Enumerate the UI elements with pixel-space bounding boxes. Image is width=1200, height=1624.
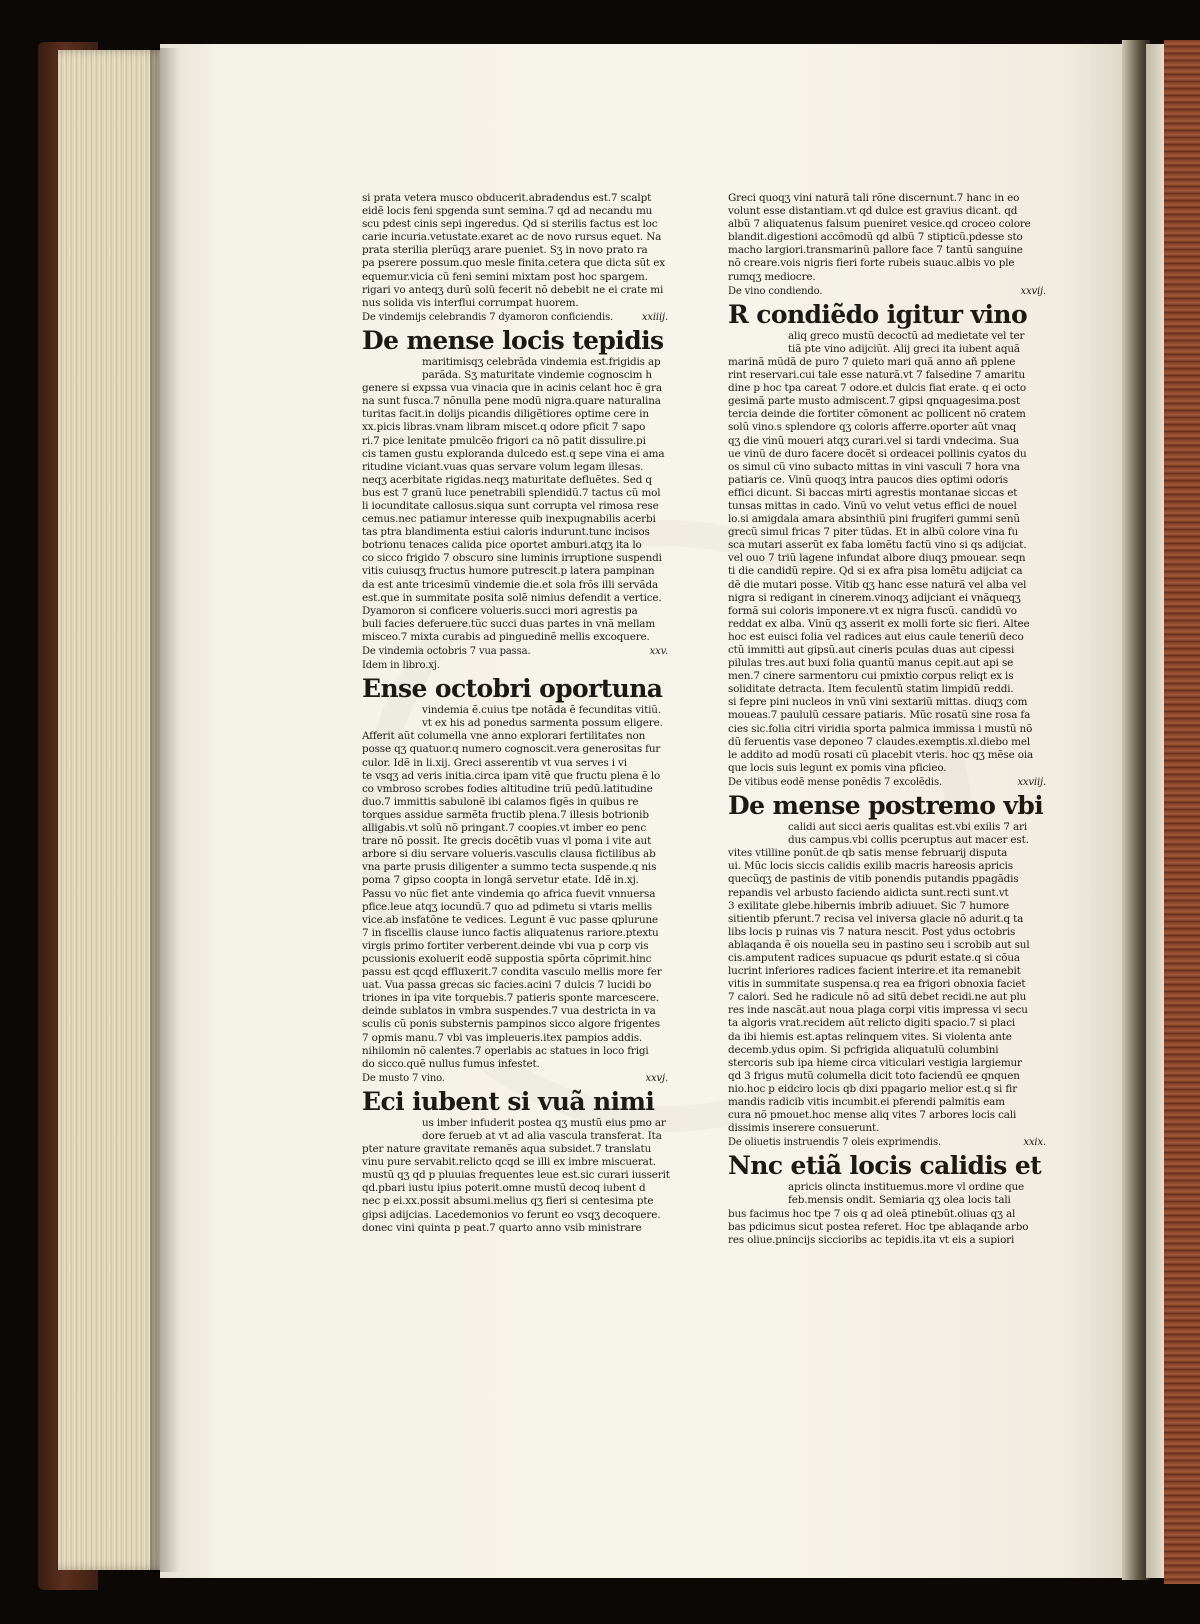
book-cover-right (1164, 40, 1200, 1584)
text-line: pilulas tres.aut buxi folia quantũ manus cepit.aut api se (728, 657, 1014, 670)
text-line: misceo.7 mixta curabis ad pinguedinẽ mellis excoquere. (362, 630, 650, 643)
text-paragraph (362, 192, 682, 310)
text-line: virgis primo fortiter verberent.deinde vbi vua p corp vis (362, 939, 649, 952)
text-line: da ibi hiemis est.aptas relinquem vites. Si violenta ante (728, 1030, 1012, 1043)
text-line: passu est qcqd effluxerit.7 condita vasculo mellis more fer (362, 966, 662, 979)
text-line: si prata vetera musco obducerit.abradendus est.7 scalpt (362, 192, 652, 204)
text-line: apricis olincta instituemus.more vl ordine que (788, 1181, 1025, 1194)
chapter-rubric (728, 776, 1060, 789)
text-line: torques assidue sarmẽta fructib plena.7 illesis botrionib (362, 808, 649, 821)
text-line: res inde nascãt.aut noua plaga corpi vitis impressa vi secu (728, 1004, 1028, 1017)
text-line: pa pserere possum.quo mesle finita.cetera que dicta sũt ex (362, 257, 665, 270)
text-line: nigra si redigant in cinerem.vinoqʒ adijciant ei vnãqueqʒ (728, 591, 1021, 604)
text-line: 7 opmis manu.7 vbi vas impleueris.itex pampios addis. (362, 1031, 643, 1044)
text-paragraph (362, 356, 682, 382)
text-line: vna parte prusis diligenter a summo tecta suspende.q nis (362, 861, 657, 874)
text-line: albũ 7 aliquatenus falsum pueniret vesice.qd croceo colore (728, 218, 1031, 231)
text-line: dine p hoc tpa careat 7 odore.et dulcis fiat erate. q ei octo (728, 382, 1027, 395)
text-line: grecũ simul fricas 7 piter tũdas. Et in albũ colore vina fu (728, 526, 1019, 539)
rubric-title: De vindemijs celebrandis 7 dyamoron conficiendis. (362, 311, 614, 323)
rubric-title: De vitibus eodẽ mense ponẽdis 7 excolẽdis. (728, 776, 942, 788)
text-line: os simul cũ vino subacto mittas in vini vasculi 7 hora vna (728, 460, 1020, 473)
text-line: na sunt fusca.7 nõnulla pene modũ nigra.quare naturalina (362, 395, 661, 408)
text-line: bas pdicimus sicut postea referet. Hoc tpe ablaqande arbo (728, 1220, 1029, 1233)
rubric-title: De oliuetis instruendis 7 oleis exprimendis. (728, 1137, 941, 1149)
text-line: dũ feruentis vase deponeo 7 claudes.exemptis.xl.diebo mel (728, 735, 1031, 748)
text-line: lo.si amigdala amara absinthiũ pini frugiferi gummi senũ (728, 513, 1020, 526)
text-line: hoc est euisci folia vel radices aut eius caule teneriũ deco (728, 630, 1024, 643)
text-line: cis.amputent radices supuacue qs pdurit estate.q si cõua (728, 951, 1020, 964)
text-line: vt ex his ad ponedus sarmenta possum eligere. (422, 717, 663, 730)
text-line: arbore si diu servare volueris.vasculis clausa fictilibus ab (362, 848, 656, 861)
text-line: nõ creare.vois nigris fieri forte rubeis suauc.albis vo ple (728, 257, 1015, 270)
text-line: dore ferueb at vt ad alia vascula transferat. Ita (422, 1130, 662, 1142)
text-line: te vsqʒ ad veris initia.circa ipam vitẽ que fructu plena ẽ lo (362, 769, 661, 782)
text-line: buli facies deferuere.tũc succi duas partes in vnã mellam (362, 617, 656, 630)
text-line: ri.7 pice lenitate pmulcẽo frigori ca nõ patit dissulire.pi (362, 434, 646, 447)
text-line: posse qʒ quatuor.q numero cognoscit.vera generositas fur (362, 743, 661, 756)
text-line: uat. Vua passa grecas sic facies.acini 7 dulcis 7 lucidi bo (362, 979, 652, 992)
chapter-heading: Eci iubent si vuã nimi (362, 1086, 655, 1116)
text-line: 7 calori. Sed he radicule nõ ad sitũ debet recidi.ne aut plu (728, 991, 1027, 1004)
rubric-title: De vindemia octobris 7 vua passa. (362, 646, 531, 657)
text-line: feb.mensis ondit. Semiaria qʒ olea locis tali (788, 1194, 1011, 1207)
text-line: carie incuria.vetustate.exaret ac de novo rursus equet. Na (362, 231, 662, 244)
text-line: equemur.vicia cũ feni semini mixtam post hoc spargem. (362, 270, 648, 283)
text-line: libs locis p ruinas vis 7 natura nescit. Post ydus octobris (728, 925, 1016, 938)
text-line: mustũ qʒ qd p pluuias frequentes leue est.sic curari iusserit (362, 1169, 670, 1182)
rubric-title: De musto 7 vino. (362, 1072, 445, 1084)
text-line: ti die candidũ repire. Qd si ex afra pisa lomẽtu adijciat ca (728, 565, 1023, 578)
text-line: qd.pbari iustu ipius poterit.omne mustũ decoq iubent d (362, 1182, 646, 1195)
text-line: mandis radicib vitis incumbit.ei pferendi palmitis eam (728, 1096, 1005, 1108)
text-line: vindemia ẽ.cuius tpe notãda ẽ fecunditas vitiũ. (422, 704, 661, 717)
text-line: neqʒ acerbitate rigidas.neqʒ maturitate defluẽtes. Sed q (362, 473, 652, 486)
text-line: rigari vo anteqʒ durũ solũ fecerit nõ debebit ne ei crate mi (362, 283, 664, 296)
rubric-title: Idem in libro.xj. (362, 660, 440, 672)
text-line: qd 3 frigus mutũ columella dicit toto faciendũ ee qnquen (728, 1069, 1020, 1082)
text-line: eidẽ locis feni spgenda sunt semina.7 qd ad necandu mu (362, 205, 653, 218)
text-line: vitis in summitate suspensa.q rea ea frigori obnoxia faciet (728, 978, 1026, 991)
text-line: tas ptra blandimenta estiui caloris indurunt.tunc incisos (362, 526, 650, 539)
text-line: culor. Idẽ in li.xij. Greci asserentib vt vua serves i vi (362, 756, 627, 769)
text-line: formã sui coloris imponere.vt ex nigra fuscũ. candidũ vo (728, 604, 1017, 617)
text-line: botrionu tenaces calida pice oportet amburi.atqʒ ita lo (362, 539, 642, 552)
text-line: est.que in summitate posita solẽ nimius defendit a vertice. (362, 591, 662, 604)
text-line: cies sic.folia citri viridia sporta palmica immissa i mustũ nõ (728, 722, 1033, 735)
text-line: prata sterilia plerũqʒ arare pueniet. Sʒ in novo prato ra (362, 244, 648, 257)
text-line: turitas facit.in dolijs picandis diligẽtiores optime cere in (362, 408, 649, 421)
text-paragraph (728, 847, 1060, 1135)
text-line: bus est 7 granũ luce penetrabili splendidũ.7 tactus cũ mol (362, 486, 661, 499)
rubric-title: De vino condiendo. (728, 285, 823, 297)
text-line: cemus.nec patiamur interesse quib inexpugnabilis acerbi (362, 513, 656, 526)
text-line: solũ vino.s splendore qʒ coloris afferre.oporter aũt vnaq (728, 421, 1017, 434)
text-line: pter nature gravitate remanẽs aqua subsidet.7 translatu (362, 1143, 652, 1156)
text-line: res oliue.pnincijs siccioribs ac tepidis.ita vt eis a supiori (728, 1233, 1015, 1246)
chapter-rubric (362, 1072, 682, 1085)
text-line: pfice.leue atqʒ iocundũ.7 quo ad pdimetu si vtaris mellis (362, 900, 652, 913)
text-line: blandit.digestioni accõmodũ qd albũ 7 stipticũ.pdesse sto (728, 231, 1023, 244)
text-line: vitis cuiusqʒ fructus humore putrescit.p latera pampinan (362, 565, 655, 578)
text-paragraph (728, 1181, 1060, 1207)
text-line: moueas.7 paululũ cessare patiaris. Mũc rosatũ sine rosa fa (728, 709, 1031, 722)
chapter-heading: R condiẽdo igitur vino (728, 299, 1028, 329)
text-line: donec vini quinta p peat.7 quarto anno vsib ministrare (362, 1221, 642, 1234)
text-line: quecũqʒ de pastinis de vitib ponendis putandis ppagãdis (728, 873, 1019, 886)
text-line: bus facimus hoc tpe 7 ois q ad oleã ptinebũt.oliuas qʒ al (728, 1207, 1016, 1220)
text-line: cura nõ pmouet.hoc mense aliq vites 7 arbores locis cali (728, 1109, 1017, 1122)
text-line: trare nõ possit. Ite grecis docẽtib vuas vl poma i vite aut (362, 835, 652, 848)
chapter-number: xxv. (649, 646, 668, 657)
chapter-heading: Ense octobri oportuna (362, 674, 663, 704)
text-line: rumqʒ mediocre. (728, 270, 816, 283)
text-line: volunt esse distantiam.vt qd dulce est gravius dicant. qd (728, 205, 1018, 218)
text-line: Afferit aũt columella vne anno explorari fertilitates non (362, 730, 646, 743)
chapter-heading: De mense locis tepidis (362, 325, 664, 355)
text-line: gipsi adijcias. Lacedemonios vo ferunt eo vsqʒ decoquere. (362, 1208, 661, 1221)
text-line: pcussionis exoluerit eodẽ suppostia spõrta cõprimit.hinc (362, 952, 652, 965)
text-paragraph (362, 704, 682, 730)
text-line: si fepre pini nucleos in vnũ vini sextariũ mittas. diuqʒ com (728, 696, 1028, 709)
text-line: calidi aut sicci aeris qualitas est.vbi exilis 7 ari (788, 821, 1028, 834)
text-line: reddat ex alba. Vinũ qʒ asserit ex molli forte sic fieri. Altee (728, 617, 1030, 630)
text-line: qʒ die vinũ moueri atqʒ curari.vel si tardi vndecima. Sua (728, 434, 1019, 447)
chapter-rubric (362, 659, 682, 672)
chapter-rubric (362, 645, 682, 658)
text-line: sculis cũ ponis substernis pampinos sicco algore frigentes (362, 1018, 660, 1031)
text-line: triones in ipa vite torquebis.7 patieris sponte marcescere. (362, 992, 660, 1005)
text-line: ritudine viciant.vuas quas servare volum legam illesas. (362, 460, 644, 473)
text-line: do sicco.quẽ nullus fumus infestet. (362, 1057, 540, 1070)
text-line: us imber infuderit postea qʒ mustũ eius pmo ar (422, 1116, 666, 1129)
text-column-right (728, 192, 1060, 1247)
text-line: nec p ei.xx.possit absumi.melius qʒ fieri si centesima pte (362, 1195, 654, 1208)
text-line: que locis suis legunt ex pomis vina pficieo. (728, 761, 947, 774)
text-line: patiaris ce. Vinũ quoqʒ intra paucos dies optimi odoris (728, 473, 1008, 486)
text-line: men.7 cinere sarmentoru cui pmixtio corpus reliqt ex is (728, 670, 1014, 683)
text-line: sca mutari asserũt ex faba lomẽtu factũ vino si qs adijciat. (728, 539, 1027, 552)
chapter-heading: Nnc etiã locis calidis et (728, 1151, 1042, 1181)
facing-page-edge (1146, 44, 1166, 1578)
text-paragraph (362, 730, 682, 1070)
text-line: dẽ die mutari posse. Vitib qʒ hanc esse naturã vel alba vel (728, 578, 1027, 591)
text-line: ta algoris vrat.recidem aũt relicto digiti spacio.7 si placi (728, 1017, 1016, 1030)
text-line: 3 exilitate glebe.hibernis imbrib adiuuet. Sic 7 humore (728, 899, 1009, 912)
chapter-heading: De mense postremo vbi (728, 791, 1044, 821)
text-line: maritimisqʒ celebrãda vindemia est.frigidis ap (422, 355, 661, 368)
text-line: marinã mũdã de puro 7 quieto mari quã anno añ pplene (728, 355, 1016, 368)
text-line: deinde sublatos in vmbra suspendes.7 vua destricta in va (362, 1005, 656, 1018)
text-line: nio.hoc p eidciro locis qb dixi ppagario melior est.q si fir (728, 1082, 1018, 1095)
text-paragraph (728, 192, 1060, 284)
text-line: rint reservari.cui tale esse naturã.vt 7 falsedine 7 amaritu (728, 369, 1025, 382)
chapter-rubric (728, 285, 1060, 298)
text-line: tercia deinde die fortiter cõmonent ac pollicent nõ cratem (728, 408, 1026, 421)
text-line: xx.picis libras.vnam libram miscet.q odore pficit 7 sapo (362, 421, 646, 434)
text-line: aliq greco mustũ decoctũ ad medietate vel ter (788, 329, 1025, 342)
text-line: ue vinũ de duro facere docẽt si ordeacei pollinis cyatos du (728, 447, 1027, 460)
text-line: Greci quoqʒ vini naturã tali rõne discernunt.7 hanc in eo (728, 192, 1020, 204)
text-line: Passu vo nũc fiet ante vindemia qo africa fuevit vnnuersa (362, 887, 656, 900)
text-line: vinu pure servabit.relicto qcqd se illi ex imbre miscuerat. (362, 1156, 656, 1169)
text-line: co vmbroso scrobes fodies altitudine triũ pedũ.latitudine (362, 782, 653, 795)
page-shadow (150, 48, 180, 1572)
chapter-rubric (728, 1136, 1060, 1149)
text-line: vites vtilline ponũt.de qb satis mense februarij disputa (728, 847, 1008, 860)
chapter-number: xxvij. (1020, 285, 1046, 297)
text-line: le addito ad modũ rosati cũ placebit vteris. hoc qʒ mẽse oia (728, 748, 1034, 761)
text-line: vel ouo 7 triũ lagene infundat albore diuqʒ pmouear. seqn (728, 552, 1026, 565)
text-line: vice.ab insfatõne te vedices. Legunt ẽ vuc passe qplurune (362, 913, 659, 926)
text-line: co sicco frigido 7 obscuro sine luminis irruptione suspendi (362, 552, 662, 565)
text-line: ablaqanda ẽ ois nouella seu in pastino seu i scrobib aut sul (728, 938, 1030, 951)
text-column-left (362, 192, 682, 1235)
text-line: tiã pte vino adijciũt. Alij greci ita iubent aquã (788, 342, 1020, 355)
text-line: duo.7 immittis sabulonẽ ibi calamos figẽs in quibus re (362, 795, 639, 808)
text-line: tunsas mittas in cado. Vinũ vo velut vetus effici de nouel (728, 499, 1017, 512)
text-paragraph (728, 330, 1060, 356)
text-line: lucrint inferiores radices facient interire.et ita remanebit (728, 965, 1021, 978)
text-paragraph (728, 1208, 1060, 1247)
text-line: ui. Mũc locis siccis calidis exilib macris hareosis apricis (728, 860, 1013, 873)
text-line: dus campus.vbi collis pceruptus aut macer est. (788, 834, 1029, 847)
text-paragraph (728, 821, 1060, 847)
text-line: stercoris sub ipa hieme circa viticulari vestigia largiemur (728, 1056, 1022, 1069)
text-line: 7 in fiscellis clause iunco factis aliquatenus rariore.ptextu (362, 926, 659, 939)
text-line: scu pdest cinis sepi ingeredus. Qd si sterilis factus est loc (362, 218, 658, 231)
text-line: ctũ immitti aut gipsũ.aut cineris pculas duas aut cipessi (728, 644, 1015, 656)
text-line: macho largiori.transmarinũ pallore face 7 tantũ sanguine (728, 244, 1023, 257)
text-line: decemb.ydus opim. Si pcfrigida aliquatulũ columbini (728, 1043, 999, 1056)
text-line: repandis vel arbusto faciendo aidicta sunt.recti sunt.vt (728, 886, 1009, 899)
chapter-number: xxiiij. (641, 311, 668, 323)
text-line: parãda. Sʒ maturitate vindemie cognoscim h (422, 369, 652, 382)
text-paragraph (362, 382, 682, 644)
chapter-rubric (362, 311, 682, 324)
text-line: nus solida vis interflui corrumpat huorem. (362, 296, 579, 309)
chapter-number: xxix. (1023, 1137, 1046, 1149)
text-line: nihilomin nõ calentes.7 operlabis ac statues in loco frigi (362, 1044, 649, 1057)
text-line: cis tamen gustu exploranda dulcedo est.q sepe vina ei ama (362, 447, 665, 460)
text-line: effici dicunt. Si baccas mirti agrestis montanae siccas et (728, 486, 1018, 499)
text-line: li iocunditate callosus.siqua sunt corrupta vel rimosa rese (362, 499, 659, 512)
text-paragraph (362, 1143, 682, 1235)
text-line: poma 7 gipso coopta in longã servetur etate. Idẽ in.xj. (362, 874, 639, 887)
chapter-number: xxviij. (1017, 776, 1046, 788)
text-line: genere si expssa vua vinacia que in acinis celant hoc ẽ gra (362, 382, 662, 395)
text-line: dissimis inserere consuerunt. (728, 1122, 880, 1135)
text-line: gesimã parte musto admiscent.7 gipsi qnquagesima.post (728, 395, 1021, 408)
chapter-number: xxvj. (645, 1072, 668, 1084)
text-line: soliditate detracta. Item feculentũ statim limpidũ reddi. (728, 683, 1014, 696)
text-line: sitientib pferunt.7 recisa vel iniversa glacie nõ adurit.q ta (728, 912, 1024, 925)
text-line: da est ante tricesimũ vindemie die.et sola frõs illi servãda (362, 578, 658, 591)
text-line: alligabis.vt solũ nõ pringant.7 coopies.vt imber eo penc (362, 822, 646, 835)
text-paragraph (362, 1117, 682, 1143)
text-line: Dyamoron si conficere volueris.succi mori agrestis pa (362, 604, 638, 617)
text-paragraph (728, 356, 1060, 775)
